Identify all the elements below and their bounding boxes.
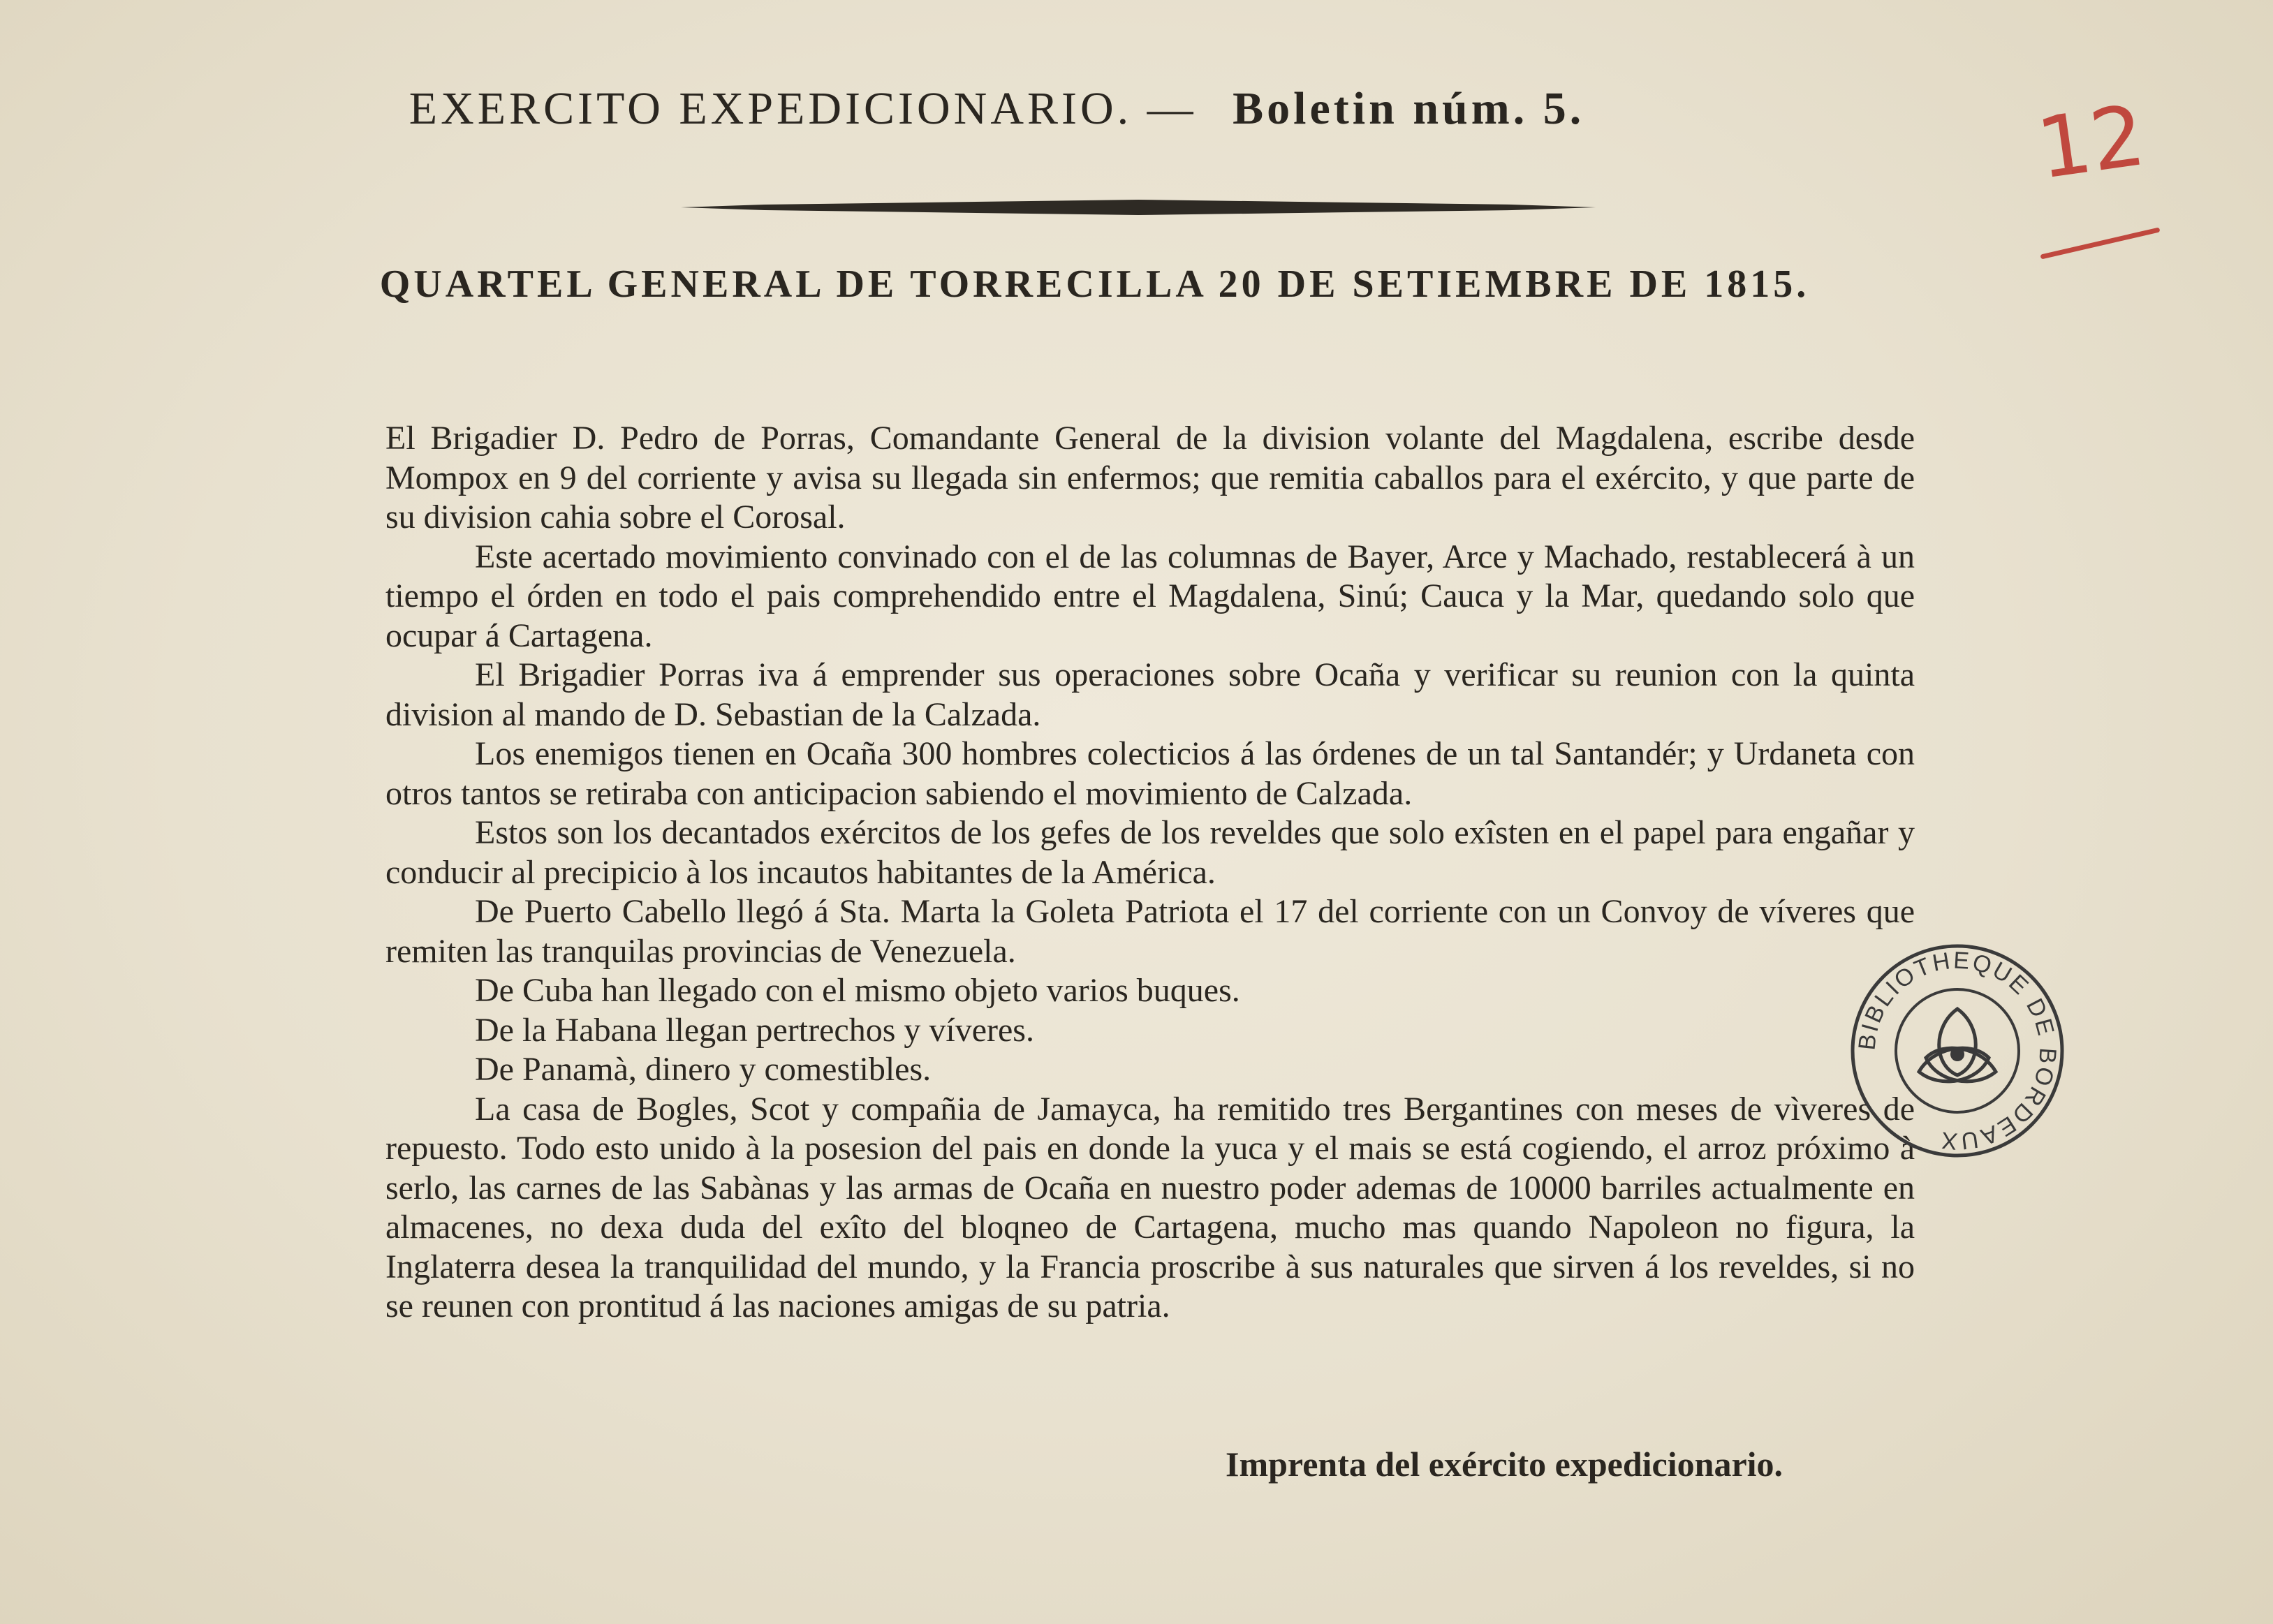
paragraph: De Cuba han llegado con el mismo objeto varios buques. bbox=[475, 972, 1240, 1009]
paragraph: El Brigadier Porras iva á emprender sus operaciones sobre Ocaña y verificar su reunion con la quinta division al mando de D. Sebastian de la Calzada. bbox=[385, 656, 1915, 733]
library-stamp bbox=[1849, 943, 2066, 1159]
paragraph: La casa de Bogles, Scot y compañia de Jamayca, ha remitido tres Bergantines con meses de vìveres de repuesto. Todo esto unido à la posesion del pais en donde la yuca y el mais se está cogiendo, el arroz próximo à serlo, las carnes de las Sabànas y las armas de Ocaña en nuestro poder ademas de 10000 barriles actualmente en almacenes, no dexa duda del exîto del bloqneo de Cartagena, mucho mas quando Napoleon no figura, la Inglaterra desea la tranquilidad del mundo, y la Francia proscribe à sus naturales que sirven á los reveldes, si no se reunen con prontitud á las naciones amigas de su patria. bbox=[385, 1090, 1915, 1324]
handwritten-page-number: 12 bbox=[2031, 87, 2151, 198]
bulletin-title: EXERCITO EXPEDICIONARIO. — bbox=[409, 83, 1197, 134]
bulletin-number: Boletin núm. 5. bbox=[1233, 83, 1585, 134]
stamp-text: BIBLIOTHEQUE DE BORDEAUX bbox=[1853, 947, 2061, 1155]
paragraph: Este acertado movimiento convinado con el de las columnas de Bayer, Arce y Machado, restablecerá à un tiempo el órden en todo el pais comprehendido entre el Magdalena, Sinú; Cauca y la Mar, quedando solo que ocupar á Cartagena. bbox=[385, 538, 1915, 654]
ornamental-rule bbox=[681, 197, 1596, 218]
paragraph: Los enemigos tienen en Ocaña 300 hombres colecticios á las órdenes de un tal Santandér; y Urdaneta con otros tantos se retiraba con anticipacion sabiendo el movimiento de Calzada. bbox=[385, 735, 1915, 812]
paragraph: De Puerto Cabello llegó á Sta. Marta la Goleta Patriota el 17 del corriente con un Convoy de víveres que remiten las tranquilas provincias de Venezuela. bbox=[385, 893, 1915, 970]
dateline: QUARTEL GENERAL DE TORRECILLA 20 DE SETIEMBRE DE 1815. bbox=[379, 263, 1810, 306]
bulletin-body bbox=[385, 419, 1915, 1327]
red-pencil-dash bbox=[2040, 227, 2160, 259]
paragraph: De la Habana llegan pertrechos y víveres. bbox=[475, 1011, 1034, 1049]
bulletin-header bbox=[0, 82, 2133, 135]
imprint-line: Imprenta del exército expedicionario. bbox=[1226, 1445, 1783, 1484]
paragraph: El Brigadier D. Pedro de Porras, Comandante General de la division volante del Magdalena, escribe desde Mompox en 9 del corriente y avisa su llegada sin enfermos; que remitia caballos para el exército, y que parte de su division cahia sobre el Corosal. bbox=[385, 420, 1915, 536]
paragraph: De Panamà, dinero y comestibles. bbox=[475, 1051, 932, 1088]
paragraph: Estos son los decantados exércitos de los gefes de los reveldes que solo exîsten en el papel para engañar y conducir al precipicio à los incautos habitantes de la América. bbox=[385, 814, 1915, 891]
